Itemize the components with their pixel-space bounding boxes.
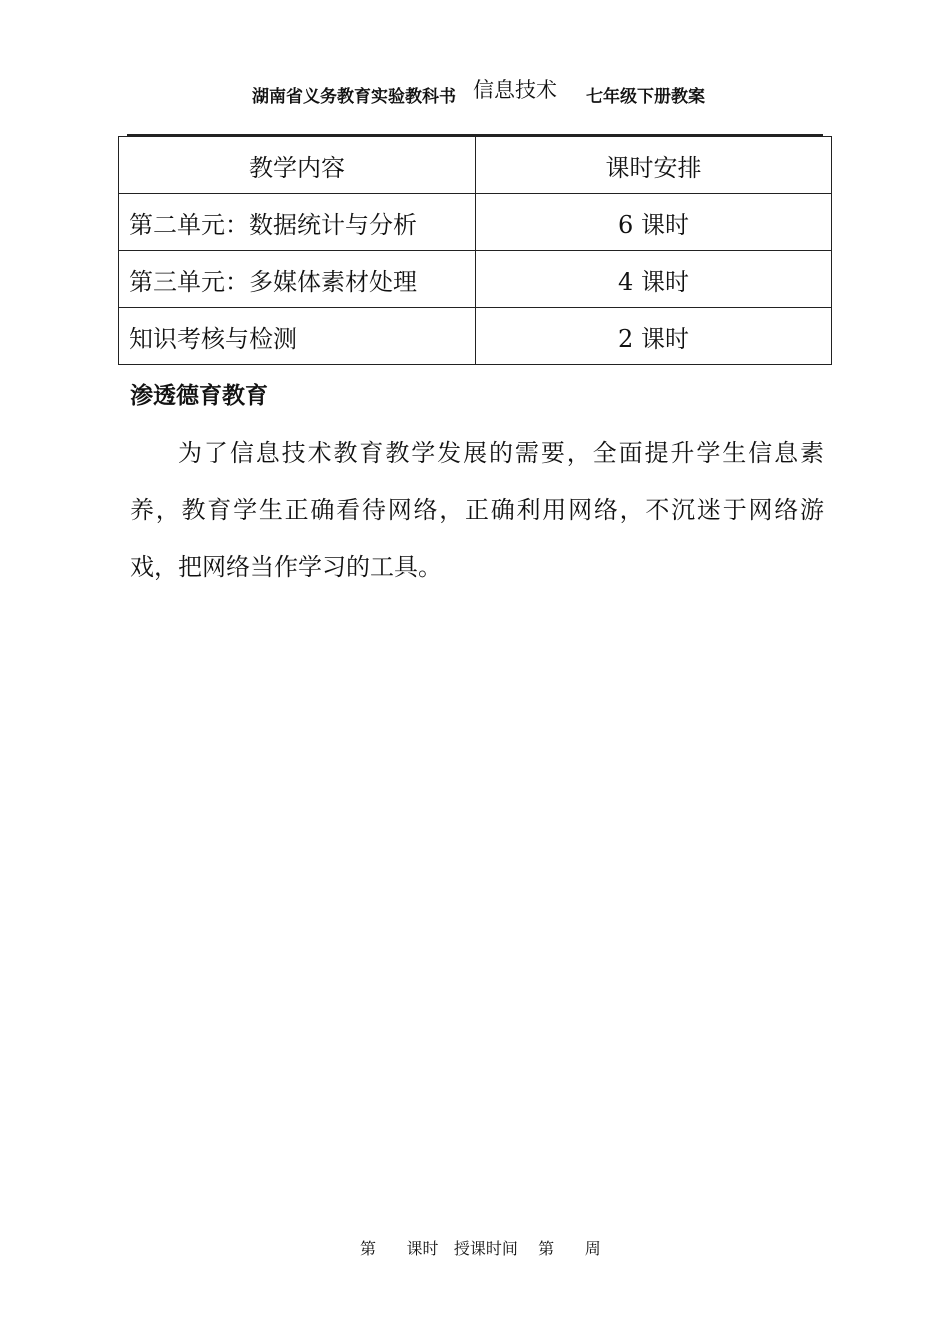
header-textbook-title: 湖南省义务教育实验教科书 [252, 87, 456, 107]
schedule-table [118, 136, 832, 365]
table-header-row [119, 137, 832, 194]
table-row [119, 251, 832, 308]
table-row [119, 308, 832, 365]
header-subject: 信息技术 [473, 78, 557, 102]
table-header-cell: 课时安排 [476, 137, 832, 194]
table-cell-hours: 4 课时 [476, 251, 832, 308]
header-grade-label: 七年级下册教案 [586, 87, 705, 107]
body-paragraph: 为了信息技术教育教学发展的需要，全面提升学生信息素养，教育学生正确看待网络，正确利用网络，不沉迷于网络游戏，把网络当作学习的工具。 [130, 439, 824, 581]
table-row [119, 194, 832, 251]
footer-week-suffix: 周 [584, 1239, 601, 1258]
page-footer [360, 1236, 601, 1259]
footer-teaching-time: 授课时间 [453, 1239, 518, 1258]
footer-week-prefix: 第 [538, 1239, 555, 1258]
table-cell-content: 知识考核与检测 [119, 308, 476, 365]
table-cell-hours: 6 课时 [476, 194, 832, 251]
table-cell-hours: 2 课时 [476, 308, 832, 365]
table-header-cell: 教学内容 [119, 137, 476, 194]
section-heading: 渗透德育教育 [130, 383, 268, 409]
table-cell-content: 第三单元：多媒体素材处理 [119, 251, 476, 308]
footer-lesson-prefix: 第 [360, 1239, 377, 1258]
table-cell-content: 第二单元：数据统计与分析 [119, 194, 476, 251]
page-header [0, 0, 950, 110]
footer-lesson-suffix: 课时 [406, 1239, 439, 1258]
